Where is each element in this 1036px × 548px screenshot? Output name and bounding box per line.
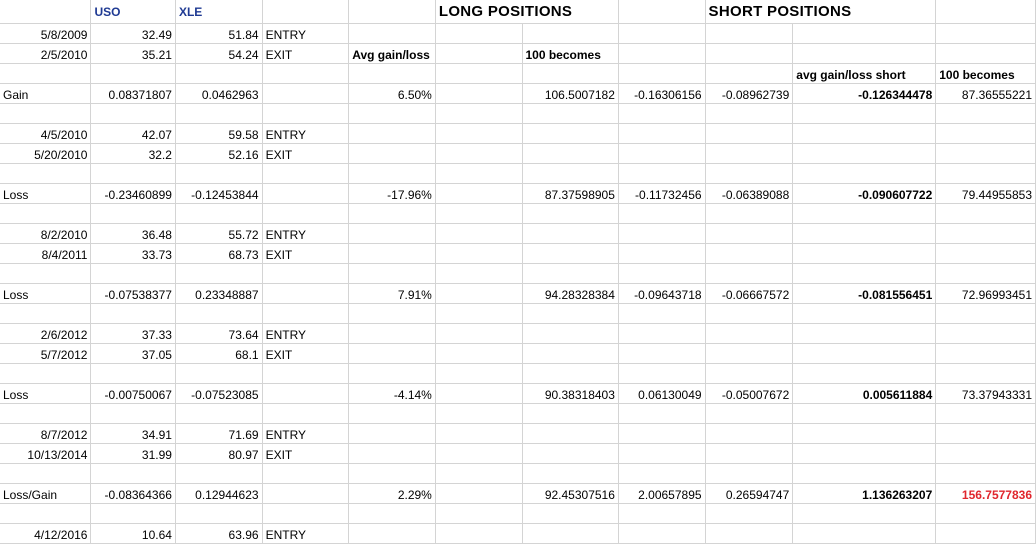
- entry-tag-cell[interactable]: ENTRY: [262, 24, 349, 44]
- hundred-becomes-short-header[interactable]: 100 becomes: [936, 64, 1036, 84]
- avg-gain-loss-short-cell[interactable]: 0.005611884: [793, 384, 936, 404]
- exit-date-cell[interactable]: 5/20/2010: [0, 144, 91, 164]
- xle-return-cell[interactable]: -0.12453844: [175, 184, 262, 204]
- entry-tag-cell[interactable]: ENTRY: [262, 424, 349, 444]
- avg-gain-loss-cell[interactable]: -4.14%: [349, 384, 436, 404]
- uso-return-cell[interactable]: 0.08371807: [91, 84, 175, 104]
- xle-return-cell[interactable]: 0.12944623: [175, 484, 262, 504]
- hundred-becomes-short-cell[interactable]: 156.7577836: [936, 484, 1036, 504]
- table-row: [0, 304, 1036, 324]
- uso-return-cell[interactable]: -0.00750067: [91, 384, 175, 404]
- exit-date-cell[interactable]: 5/7/2012: [0, 344, 91, 364]
- avg-gain-loss-cell[interactable]: 7.91%: [349, 284, 436, 304]
- exit-tag-cell[interactable]: EXIT: [262, 44, 349, 64]
- hundred-becomes-cell[interactable]: 90.38318403: [522, 384, 618, 404]
- xle-price-cell[interactable]: 63.96: [175, 524, 262, 544]
- xle-price-cell[interactable]: 73.64: [175, 324, 262, 344]
- table-row: [0, 164, 1036, 184]
- short-xle-return-cell[interactable]: -0.06667572: [705, 284, 793, 304]
- uso-price-cell[interactable]: 42.07: [91, 124, 175, 144]
- xle-price-cell[interactable]: 55.72: [175, 224, 262, 244]
- table-row: [0, 244, 1036, 264]
- avg-gain-loss-cell[interactable]: -17.96%: [349, 184, 436, 204]
- exit-tag-cell[interactable]: EXIT: [262, 444, 349, 464]
- table-row: [0, 44, 1036, 64]
- result-row: [0, 384, 1036, 404]
- short-uso-return-cell[interactable]: -0.16306156: [618, 84, 705, 104]
- short-uso-return-cell[interactable]: -0.09643718: [618, 284, 705, 304]
- hundred-becomes-short-cell[interactable]: 87.36555221: [936, 84, 1036, 104]
- entry-date-cell[interactable]: 4/12/2016: [0, 524, 91, 544]
- entry-date-cell[interactable]: 5/8/2009: [0, 24, 91, 44]
- hundred-becomes-short-cell[interactable]: 73.37943331: [936, 384, 1036, 404]
- entry-tag-cell[interactable]: ENTRY: [262, 324, 349, 344]
- result-row: [0, 84, 1036, 104]
- xle-price-cell[interactable]: 68.1: [175, 344, 262, 364]
- entry-date-cell[interactable]: 8/7/2012: [0, 424, 91, 444]
- header-row: [0, 0, 1036, 24]
- table-row: [0, 364, 1036, 384]
- result-row: [0, 184, 1036, 204]
- result-label-cell[interactable]: Loss/Gain: [0, 484, 91, 504]
- xle-price-cell[interactable]: 71.69: [175, 424, 262, 444]
- entry-tag-cell[interactable]: ENTRY: [262, 224, 349, 244]
- short-xle-return-cell[interactable]: -0.08962739: [705, 84, 793, 104]
- table-row: [0, 324, 1036, 344]
- hundred-becomes-cell[interactable]: 92.45307516: [522, 484, 618, 504]
- result-label-cell[interactable]: Loss: [0, 284, 91, 304]
- avg-gain-loss-cell[interactable]: 6.50%: [349, 84, 436, 104]
- exit-tag-cell[interactable]: EXIT: [262, 344, 349, 364]
- xle-return-cell[interactable]: 0.0462963: [175, 84, 262, 104]
- result-label-cell[interactable]: Gain: [0, 84, 91, 104]
- result-label-cell[interactable]: Loss: [0, 384, 91, 404]
- avg-gain-loss-short-cell[interactable]: -0.081556451: [793, 284, 936, 304]
- avg-gain-loss-short-cell[interactable]: 1.136263207: [793, 484, 936, 504]
- short-uso-return-cell[interactable]: 2.00657895: [618, 484, 705, 504]
- entry-date-cell[interactable]: 4/5/2010: [0, 124, 91, 144]
- entry-date-cell[interactable]: 8/2/2010: [0, 224, 91, 244]
- uso-price-cell[interactable]: 36.48: [91, 224, 175, 244]
- table-row: [0, 24, 1036, 44]
- xle-price-cell[interactable]: 59.58: [175, 124, 262, 144]
- uso-column-header[interactable]: USO: [91, 0, 175, 24]
- avg-gain-loss-short-cell[interactable]: -0.090607722: [793, 184, 936, 204]
- xle-return-cell[interactable]: -0.07523085: [175, 384, 262, 404]
- xle-price-cell[interactable]: 51.84: [175, 24, 262, 44]
- table-row: [0, 204, 1036, 224]
- short-positions-title[interactable]: SHORT POSITIONS: [705, 0, 936, 24]
- short-xle-return-cell[interactable]: -0.06389088: [705, 184, 793, 204]
- exit-tag-cell[interactable]: EXIT: [262, 144, 349, 164]
- result-row: [0, 284, 1036, 304]
- exit-date-cell[interactable]: 10/13/2014: [0, 444, 91, 464]
- uso-price-cell[interactable]: 37.05: [91, 344, 175, 364]
- table-row: [0, 144, 1036, 164]
- short-uso-return-cell[interactable]: -0.11732456: [618, 184, 705, 204]
- uso-price-cell[interactable]: 35.21: [91, 44, 175, 64]
- table-row: [0, 504, 1036, 524]
- xle-price-cell[interactable]: 80.97: [175, 444, 262, 464]
- uso-price-cell[interactable]: 32.2: [91, 144, 175, 164]
- xle-price-cell[interactable]: 52.16: [175, 144, 262, 164]
- table-row: [0, 344, 1036, 364]
- table-row: [0, 124, 1036, 144]
- long-positions-title[interactable]: LONG POSITIONS: [435, 0, 618, 24]
- short-xle-return-cell[interactable]: 0.26594747: [705, 484, 793, 504]
- result-label-cell[interactable]: Loss: [0, 184, 91, 204]
- table-row: [0, 524, 1036, 544]
- hundred-becomes-cell[interactable]: 106.5007182: [522, 84, 618, 104]
- entry-tag-cell[interactable]: ENTRY: [262, 524, 349, 544]
- uso-price-cell[interactable]: 34.91: [91, 424, 175, 444]
- avg-gain-loss-short-cell[interactable]: -0.126344478: [793, 84, 936, 104]
- hundred-becomes-header[interactable]: 100 becomes: [522, 44, 618, 64]
- uso-return-cell[interactable]: -0.07538377: [91, 284, 175, 304]
- entry-tag-cell[interactable]: ENTRY: [262, 124, 349, 144]
- avg-gain-loss-cell[interactable]: 2.29%: [349, 484, 436, 504]
- table-row: [0, 464, 1036, 484]
- table-row: [0, 424, 1036, 444]
- uso-return-cell[interactable]: -0.08364366: [91, 484, 175, 504]
- table-row: [0, 444, 1036, 464]
- uso-return-cell[interactable]: -0.23460899: [91, 184, 175, 204]
- hundred-becomes-short-cell[interactable]: 72.96993451: [936, 284, 1036, 304]
- avg-gain-loss-header[interactable]: Avg gain/loss: [349, 44, 436, 64]
- xle-column-header[interactable]: XLE: [175, 0, 262, 24]
- xle-price-cell[interactable]: 54.24: [175, 44, 262, 64]
- short-uso-return-cell[interactable]: 0.06130049: [618, 384, 705, 404]
- xle-return-cell[interactable]: 0.23348887: [175, 284, 262, 304]
- uso-price-cell[interactable]: 37.33: [91, 324, 175, 344]
- result-row: [0, 484, 1036, 504]
- entry-date-cell[interactable]: 2/6/2012: [0, 324, 91, 344]
- avg-gain-loss-short-header[interactable]: avg gain/loss short: [793, 64, 936, 84]
- uso-price-cell[interactable]: 33.73: [91, 244, 175, 264]
- uso-price-cell[interactable]: 10.64: [91, 524, 175, 544]
- table-row: [0, 224, 1036, 244]
- hundred-becomes-cell[interactable]: 94.28328384: [522, 284, 618, 304]
- uso-price-cell[interactable]: 31.99: [91, 444, 175, 464]
- table-row: [0, 264, 1036, 284]
- table-row: [0, 404, 1036, 424]
- hundred-becomes-short-cell[interactable]: 79.44955853: [936, 184, 1036, 204]
- short-xle-return-cell[interactable]: -0.05007672: [705, 384, 793, 404]
- table-row: [0, 64, 1036, 84]
- uso-price-cell[interactable]: 32.49: [91, 24, 175, 44]
- hundred-becomes-cell[interactable]: 87.37598905: [522, 184, 618, 204]
- table-row: [0, 104, 1036, 124]
- exit-tag-cell[interactable]: EXIT: [262, 244, 349, 264]
- xle-price-cell[interactable]: 68.73: [175, 244, 262, 264]
- exit-date-cell[interactable]: 8/4/2011: [0, 244, 91, 264]
- exit-date-cell[interactable]: 2/5/2010: [0, 44, 91, 64]
